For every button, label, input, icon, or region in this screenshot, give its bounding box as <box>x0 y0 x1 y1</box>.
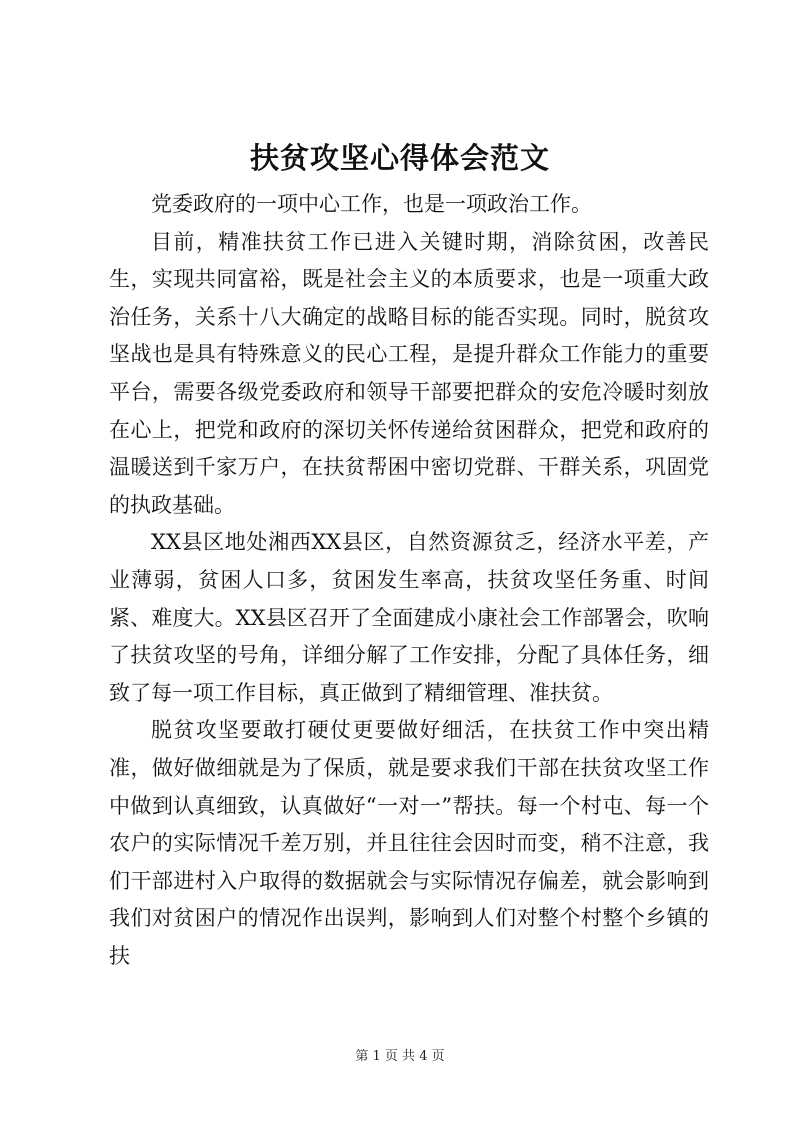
paragraph-1: 党委政府的一项中心工作，也是一项政治工作。 <box>151 192 592 216</box>
paragraph-2: 目前，精准扶贫工作已进入关键时期，消除贫困，改善民生，实现共同富裕，既是社会主义的本质要求，也是一项重大政治任务，关系十八大确定的战略目标的能否实现。同时，脱贫攻坚战也是具有特殊意义的民心工程，是提升群众工作能力的重要平台，需要各级党委政府和领导干部要把群众的安危冷暖时刻放在心上，把党和政府的深切关怀传递给贫困群众，把党和政府的温暖送到千家万户，在扶贫帮困中密切党群、干群关系，巩固党的执政基础。 <box>109 229 709 517</box>
paragraph-3: XX县区地处湘西XX县区，自然资源贫乏，经济水平差，产业薄弱，贫困人口多，贫困发生率高，扶贫攻坚任务重、时间紧、难度大。XX县区召开了全面建成小康社会工作部署会，吹响了扶贫攻坚的号角，详细分解了工作安排，分配了具体任务，细致了每一项工作目标，真正做到了精细管理、准扶贫。 <box>109 530 709 705</box>
document-body <box>109 186 709 975</box>
paragraph-4: 脱贫攻坚要敢打硬仗更要做好细活，在扶贫工作中突出精准，做好做细就是为了保质，就是要求我们干部在扶贫攻坚工作中做到认真细致，认真做好“一对一”帮扶。每一个村屯、每一个农户的实际情况千差万别，并且往往会因时而变，稍不注意，我们干部进村入户取得的数据就会与实际情况存偏差，就会影响到我们对贫困户的情况作出误判，影响到人们对整个村整个乡镇的扶 <box>109 718 709 968</box>
document-title: 扶贫攻坚心得体会范文 <box>249 141 550 175</box>
page-footer: 第 1 页 共 4 页 <box>355 1049 445 1064</box>
